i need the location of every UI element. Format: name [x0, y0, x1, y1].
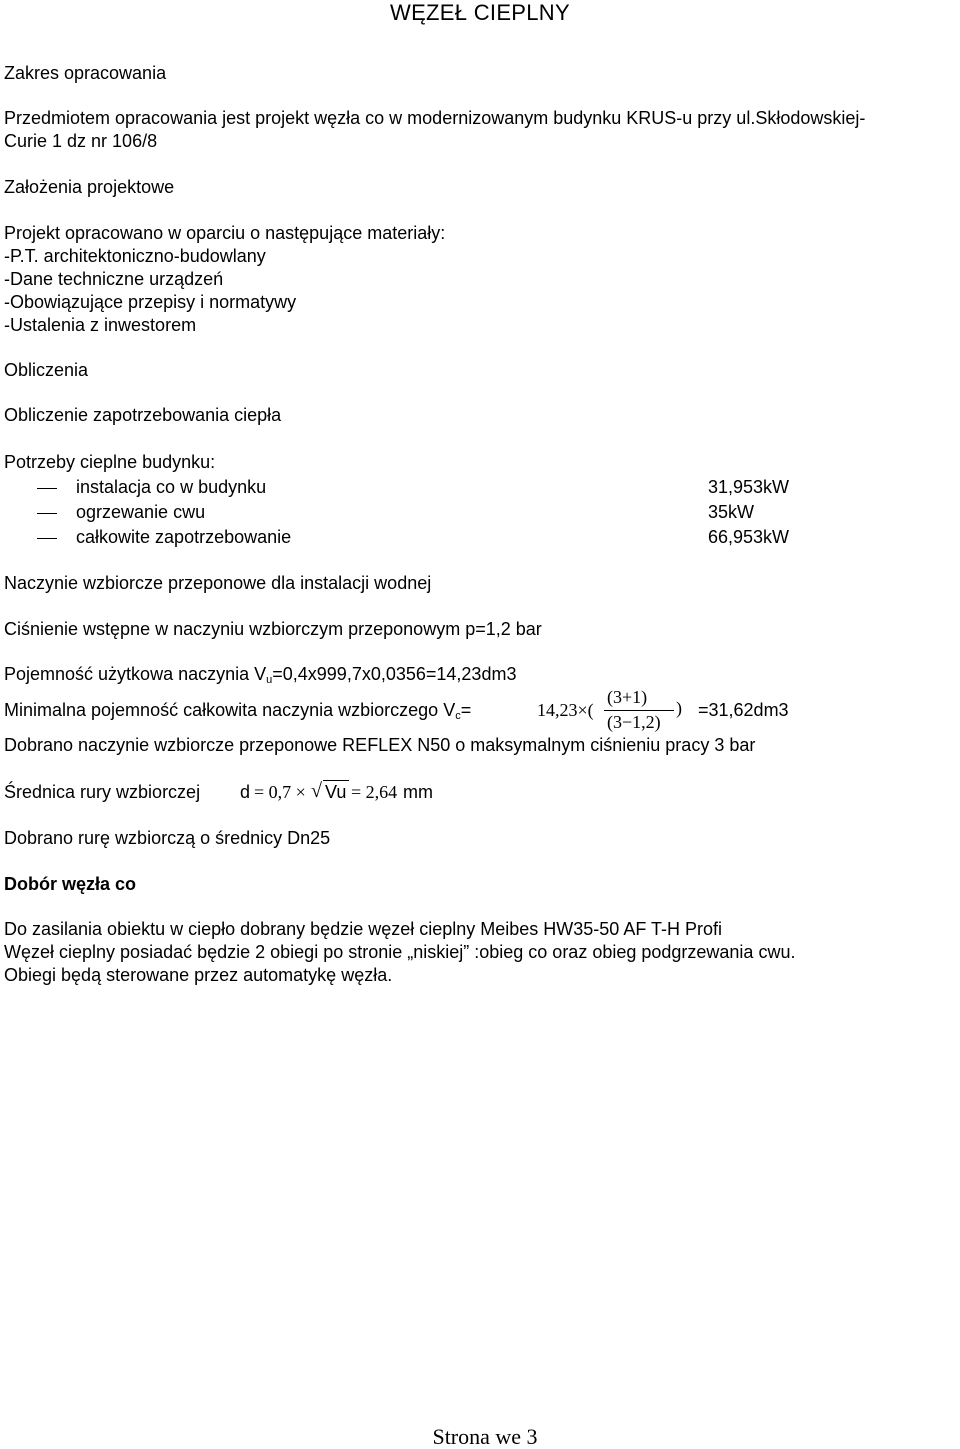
paragraph-dobrano-rure: Dobrano rurę wzbiorczą o średnicy Dn25 — [4, 828, 331, 848]
dash-bullet — [37, 488, 57, 490]
minimalna-result: =31,62dm3 — [698, 700, 789, 720]
paragraph-zakres-line1: Przedmiotem opracowania jest projekt węzła co w modernizowanym budynku KRUS-u przy ul.Skłodowskiej- — [4, 108, 866, 128]
paragraph-srednica: Średnica rury wzbiorczej — [4, 782, 201, 802]
paragraph-minimalna — [4, 701, 471, 722]
section-heading-zalozenia: Założenia projektowe — [4, 177, 175, 197]
page-footer: Strona we 3 — [432, 1424, 538, 1449]
section-heading-naczynie: Naczynie wzbiorcze przeponowe dla instalacji wodnej — [4, 573, 432, 593]
document-title: WĘZEŁ CIEPLNY — [390, 0, 570, 25]
pojemnosc-prefix: Pojemność użytkowa naczynia V — [4, 664, 267, 684]
formula-srednica-d: d — [240, 782, 251, 802]
formula-close-paren: ) — [676, 698, 682, 718]
list-item-label: instalacja co w budynku — [76, 477, 267, 497]
minimalna-eq: = — [460, 700, 472, 720]
paragraph-dobor-line3: Obiegi będą sterowane przez automatykę węzła. — [4, 965, 393, 985]
list-item-label: ogrzewanie cwu — [76, 502, 206, 522]
sqrt-icon: √ — [311, 780, 322, 802]
paragraph-cisnienie: Ciśnienie wstępne w naczyniu wzbiorczym przeponowym p=1,2 bar — [4, 619, 542, 639]
formula-srednica-vu: Vu — [325, 782, 347, 802]
paragraph-dobor-line2: Węzeł cieplny posiadać będzie 2 obiegi po stronie „niskiej” :obieg co oraz obieg podgrzewania cwu. — [4, 942, 796, 962]
formula-numerator: (3+1) — [607, 687, 648, 707]
minimalna-prefix: Minimalna pojemność całkowita naczynia wzbiorczego V — [4, 700, 456, 720]
section-heading-obliczenia: Obliczenia — [4, 360, 89, 380]
paragraph-pojemnosc — [4, 665, 516, 686]
minimalna-subscript: c — [455, 710, 461, 722]
list-item: -Ustalenia z inwestorem — [4, 315, 197, 335]
list-item: -Obowiązujące przepisy i normatywy — [4, 292, 297, 312]
pojemnosc-subscript: u — [266, 674, 273, 686]
section-heading-obliczenie: Obliczenie zapotrzebowania ciepła — [4, 405, 282, 425]
list-item: -Dane techniczne urządzeń — [4, 269, 224, 289]
paragraph-zalozenia-intro: Projekt opracowano w oparciu o następujące materiały: — [4, 223, 446, 243]
list-item — [37, 503, 205, 521]
list-item: -P.T. architektoniczno-budowlany — [4, 246, 266, 266]
dash-bullet — [37, 538, 57, 540]
paragraph-zakres-line2: Curie 1 dz nr 106/8 — [4, 131, 158, 151]
dash-bullet — [37, 513, 57, 515]
list-item — [37, 528, 291, 546]
formula-srednica-unit: mm — [403, 782, 433, 802]
list-item-value: 66,953kW — [708, 527, 790, 547]
formula-srednica-eq2: = 2,64 — [351, 782, 398, 802]
list-item-value: 31,953kW — [708, 477, 790, 497]
formula-coefficient: 14,23×( — [537, 700, 594, 720]
paragraph-potrzeby: Potrzeby cieplne budynku: — [4, 452, 216, 472]
formula-srednica-eq1: = 0,7 × — [254, 782, 306, 802]
list-item-value: 35kW — [708, 502, 755, 522]
list-item — [37, 478, 266, 496]
section-heading-dobor: Dobór węzła co — [4, 874, 137, 894]
section-heading-zakres: Zakres opracowania — [4, 63, 167, 83]
paragraph-dobor-line1: Do zasilania obiektu w ciepło dobrany będzie węzeł cieplny Meibes HW35-50 AF T-H Profi — [4, 919, 723, 939]
list-item-label: całkowite zapotrzebowanie — [76, 527, 292, 547]
formula-denominator: (3−1,2) — [607, 712, 661, 732]
pojemnosc-suffix: =0,4x999,7x0,0356=14,23dm3 — [272, 664, 517, 684]
paragraph-dobrano-naczynie: Dobrano naczynie wzbiorcze przeponowe REFLEX N50 o maksymalnym ciśnieniu pracy 3 bar — [4, 735, 756, 755]
